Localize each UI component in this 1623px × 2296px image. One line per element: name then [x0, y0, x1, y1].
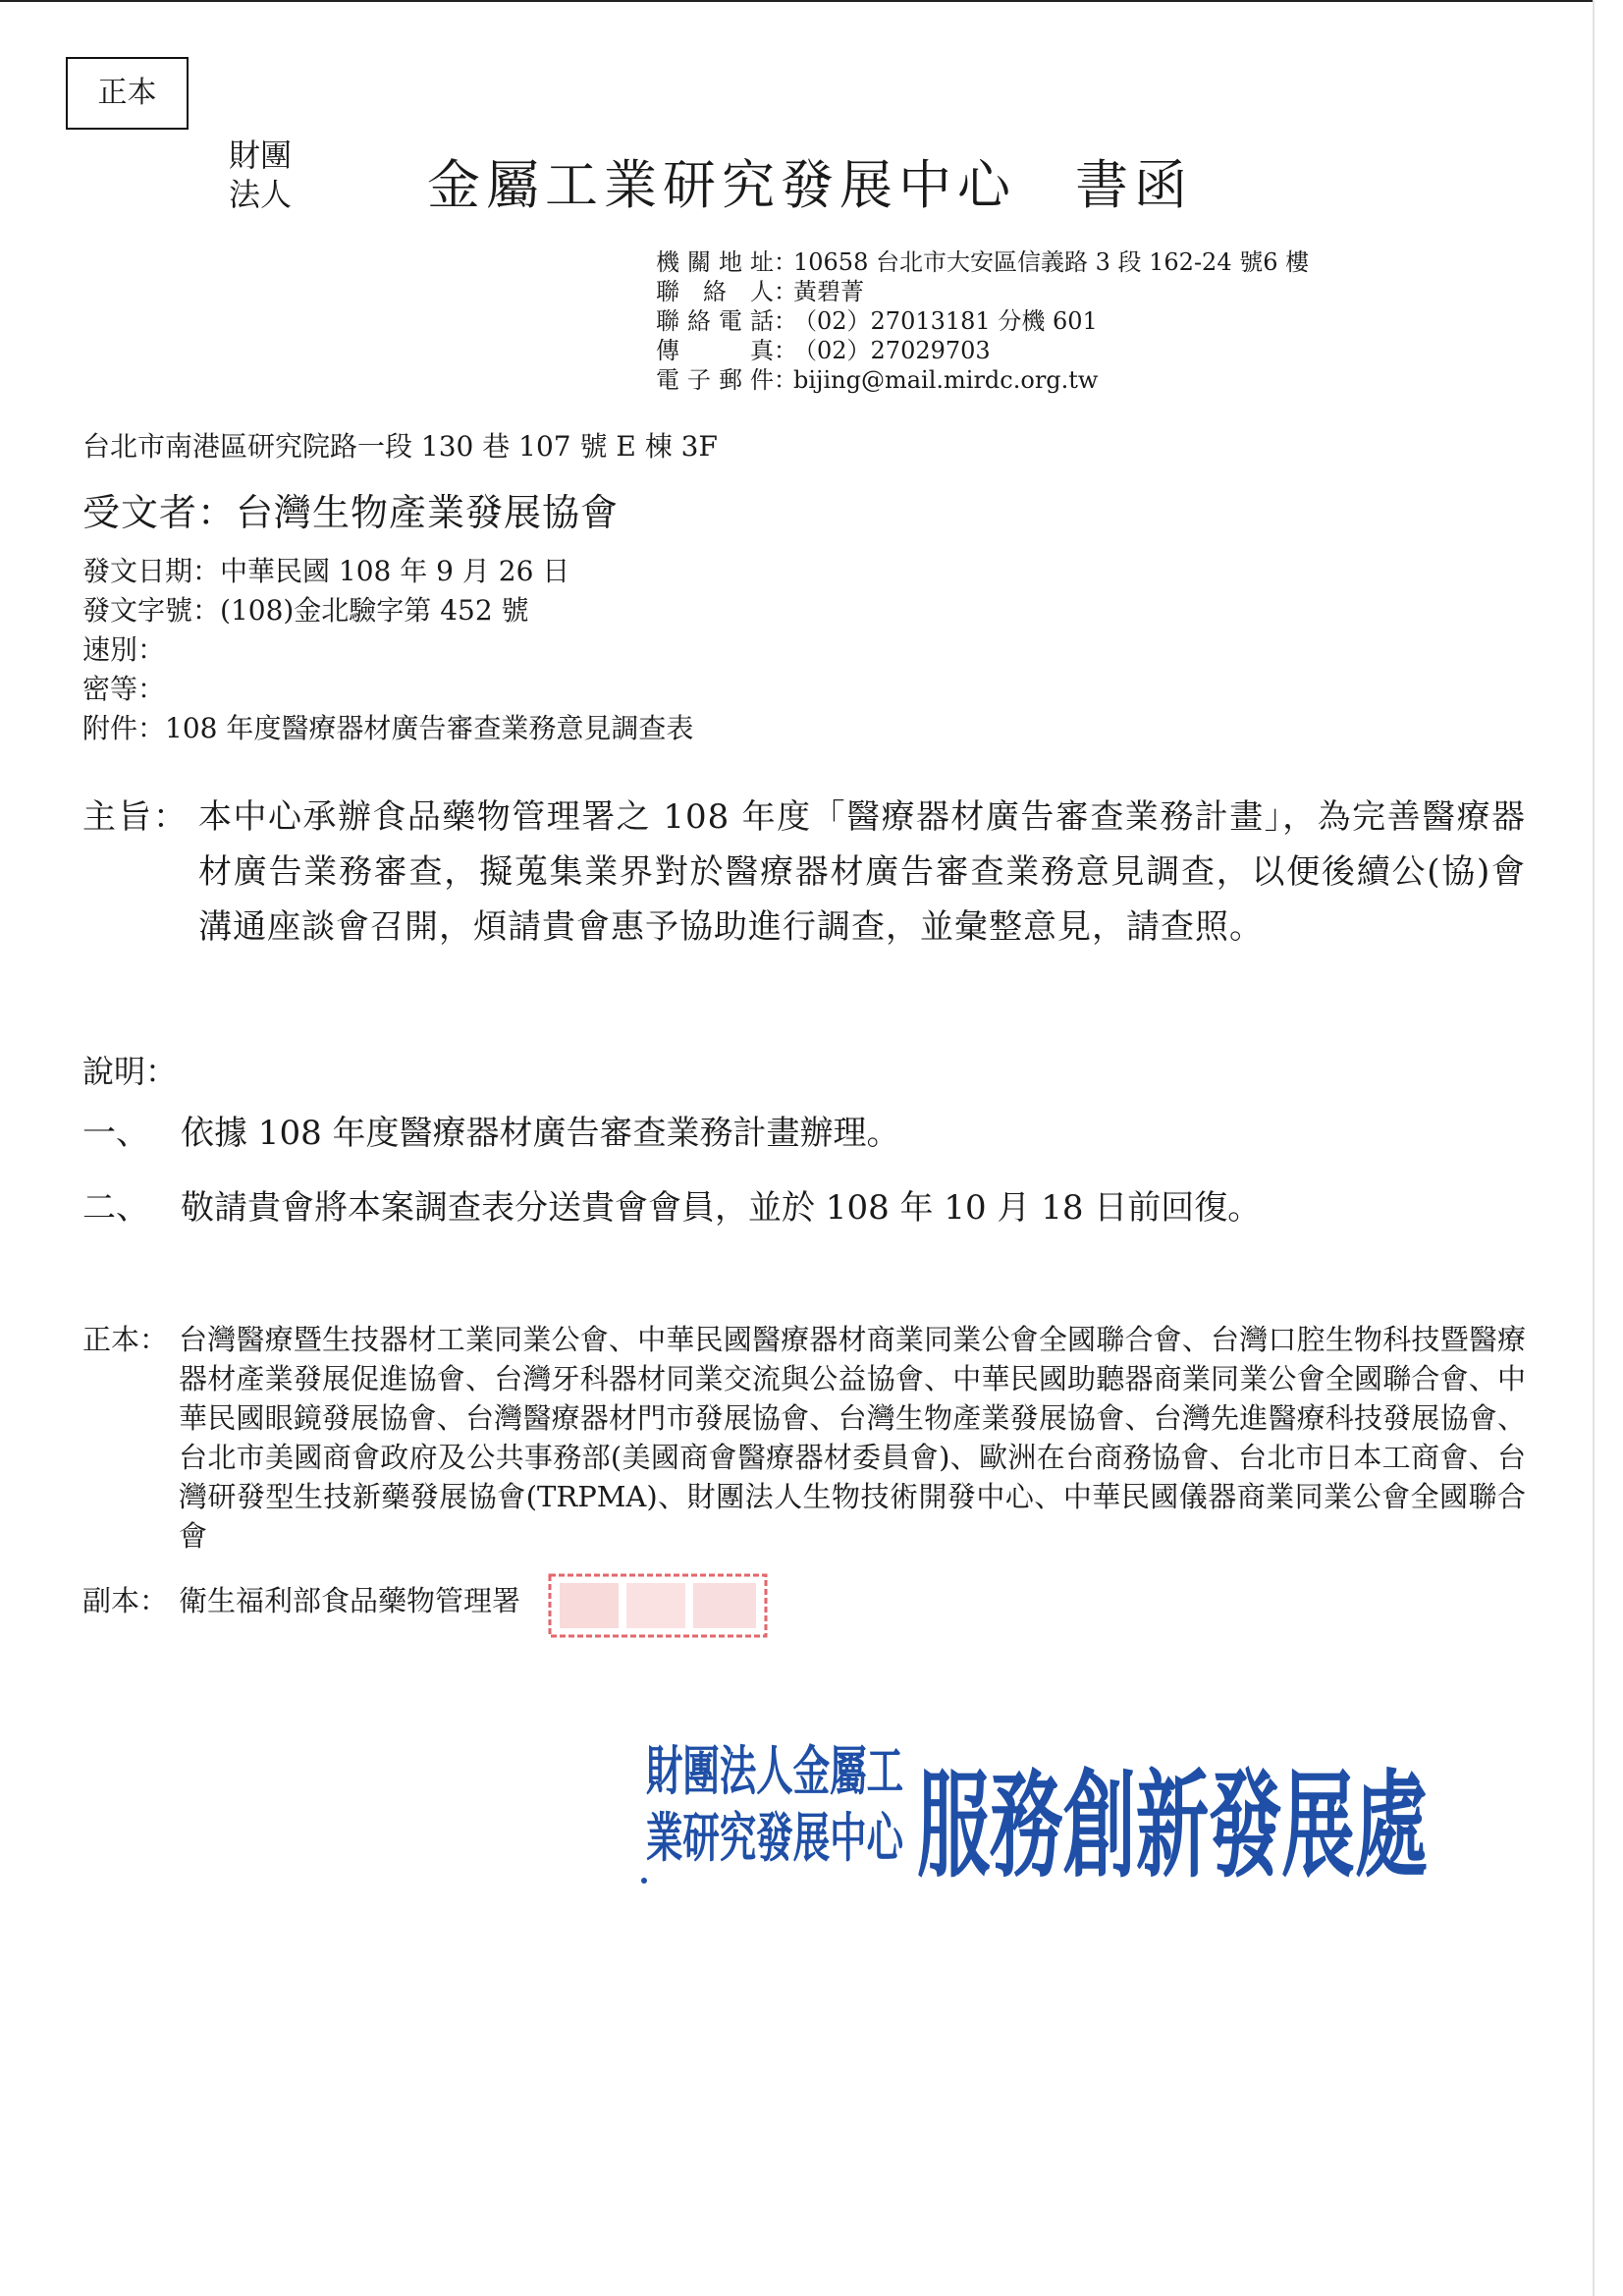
recipient-name: 台灣生物產業發展協會 — [236, 491, 620, 534]
department-stamp — [638, 1719, 1434, 1910]
recipient-label: 受文者： — [82, 491, 237, 534]
copy-recipients-label: 副本： — [82, 1584, 169, 1617]
stamp-line-1a: 財團法人金屬工 — [646, 1742, 903, 1801]
sender-fax-row: 傳真 ： （02）27029703 — [656, 337, 991, 364]
sender-contact-row: 聯絡人 ： 黃碧菁 — [656, 278, 864, 305]
attachment-row: 附件：108 年度醫療器材廣告審查業務意見調查表 — [82, 712, 694, 744]
subject-label: 主旨： — [82, 797, 189, 837]
red-seal-stamp — [544, 1569, 772, 1642]
speed-row: 速別： — [82, 633, 166, 666]
sender-contact-block — [656, 247, 1309, 395]
subject-text: 本中心承辦食品藥物管理署之 108 年度「醫療器材廣告審查業務計畫」，為完善醫療器材廣告業務審查，擬蒐集業界對於醫療器材廣告審查業務意見調查，以便後續公(協)會溝通座談會召開，煩請貴會惠予協助進行調查，並彙整意見，請查照。 — [198, 797, 1526, 947]
secrecy-row: 密等： — [82, 673, 166, 705]
stamp-line-1b: 業研究發展中心 — [646, 1809, 905, 1868]
subject-paragraph — [82, 790, 1526, 955]
document-title: 金屬工業研究發展中心 書函 — [427, 154, 1193, 216]
original-recipients-list: 台灣醫療暨生技器材工業同業公會、中華民國醫療器材商業同業公會全國聯合會、台灣口腔生物科技暨醫療器材產業發展促進協會、台灣牙科器材同業交流與公益協會、中華民國助聽器商業同業公會全國聯合會、中華民國眼鏡發展協會、台灣醫療器材門市發展協會、台灣生物產業發展協會、台灣先進醫療科技發展協會、台北市美國商會政府及公共事務部(美國商會醫療器材委員會)、歐洲在台商務協會、台北市日本工商會、台灣研發型生技新藥發展協會(TRPMA)、財團法人生物技術開發中心、中華民國儀器商業同業公會全國聯合會 — [179, 1323, 1526, 1553]
copy-recipients — [82, 1581, 520, 1620]
original-recipients-label: 正本： — [82, 1323, 169, 1356]
explanation-label: 說明： — [82, 1053, 178, 1090]
sender-phone-row: 聯絡電話 ： （02）27013181 分機 601 — [656, 307, 1098, 335]
sender-email-row: 電子郵件 ： bijing@mail.mirdc.org.tw — [656, 366, 1099, 394]
foundation-label: 財團 法人 — [229, 137, 293, 213]
issue-date-row: 發文日期：中華民國 108 年 9 月 26 日 — [82, 555, 570, 587]
recipient-line — [82, 482, 619, 536]
stamp-department-name: 服務創新發展處 — [917, 1762, 1428, 1891]
sender-address-row: 機關地址 ： 10658 台北市大安區信義路 3 段 162-24 號6 樓 — [656, 248, 1310, 276]
original-copy-box: 正本 — [66, 57, 189, 130]
explanation-item: 二、 敬請貴會將本案調查表分送貴會會員，並於 108 年 10 月 18 日前回復。 — [82, 1188, 1262, 1228]
scan-top-edge — [0, 0, 1593, 2]
document-number-row: 發文字號：(108)金北驗字第 452 號 — [82, 594, 529, 627]
recipient-address: 台北市南港區研究院路一段 130 巷 107 號 E 棟 3F — [82, 430, 718, 463]
explanation-item: 一、 依據 108 年度醫療器材廣告審查業務計畫辦理。 — [82, 1114, 900, 1153]
original-recipients — [82, 1320, 1526, 1556]
document-meta — [82, 552, 693, 748]
scan-right-edge — [1593, 0, 1595, 2296]
copy-recipients-list: 衛生福利部食品藥物管理署 — [179, 1584, 521, 1617]
